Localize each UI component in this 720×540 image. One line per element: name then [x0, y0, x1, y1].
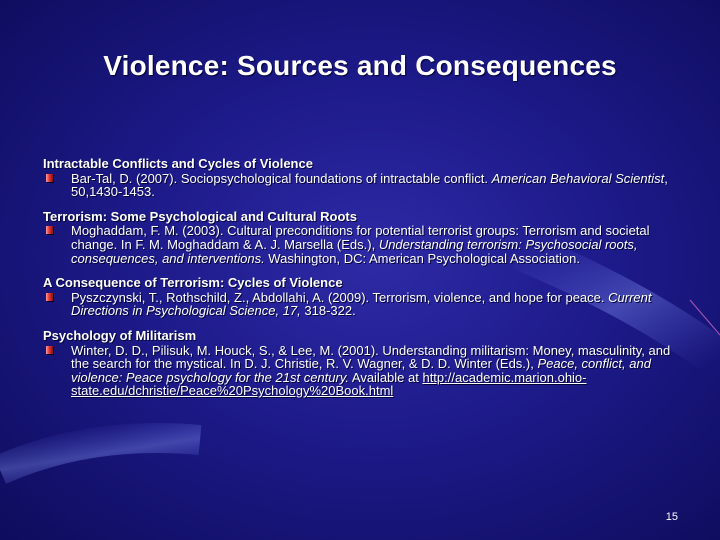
reference-text: Moghaddam, F. M. (2003). Cultural preconditions for potential terrorist groups: Terrorism and societal change. In F. M. Moghaddam & A. J. Marsella (Eds.), Understanding terrorism: Psychosocial roots, consequences, and interventions. Washington, DC: American Psychological Association.: [71, 223, 650, 266]
reference-section: [43, 157, 683, 199]
bullet-icon: [46, 346, 53, 354]
reference-entry: [43, 291, 683, 318]
reference-entry: [43, 344, 683, 398]
bullet-icon: [46, 293, 53, 301]
book-link[interactable]: http://academic.marion.ohio-state.edu/dchristie/Peace%20Psychology%20Book.html: [71, 369, 587, 399]
reference-entry: [43, 224, 683, 265]
reference-section: [43, 276, 683, 318]
reference-text: Winter, D. D., Pilisuk, M. Houck, S., & Lee, M. (2001). Understanding militarism: Money, masculinity, and the search for the mystical. In D. J. Christie, R. V. Wagner, & D. D. Winter (Eds.), Peace, conflict, and violence: Peace psychology for the 21st century. Available at http://academic.marion.ohio-state.edu/dchristie/Peace%20Psychology%20Book.html: [71, 342, 671, 399]
reference-text: Pyszczynski, T., Rothschild, Z., Abdollahi, A. (2009). Terrorism, violence, and hope for peace. Current Directions in Psychological Science, 17, 318-322.: [71, 289, 652, 319]
reference-text: Bar-Tal, D. (2007). Sociopsychological foundations of intractable conflict. American Behavioral Scientist, 50,1430-1453.: [71, 170, 668, 200]
bullet-icon: [46, 226, 53, 234]
section-heading: A Consequence of Terrorism: Cycles of Violence: [43, 275, 343, 291]
section-heading: Terrorism: Some Psychological and Cultural Roots: [43, 208, 357, 224]
page-number: 15: [665, 511, 678, 523]
section-heading: Psychology of Militarism: [43, 327, 197, 343]
slide-title: Violence: Sources and Consequences: [103, 50, 617, 81]
reference-section: [43, 210, 683, 265]
references-list: [43, 157, 683, 409]
bullet-icon: [46, 174, 53, 182]
reference-entry: [43, 172, 683, 199]
section-heading: Intractable Conflicts and Cycles of Violence: [43, 156, 313, 171]
reference-section: [43, 329, 683, 398]
